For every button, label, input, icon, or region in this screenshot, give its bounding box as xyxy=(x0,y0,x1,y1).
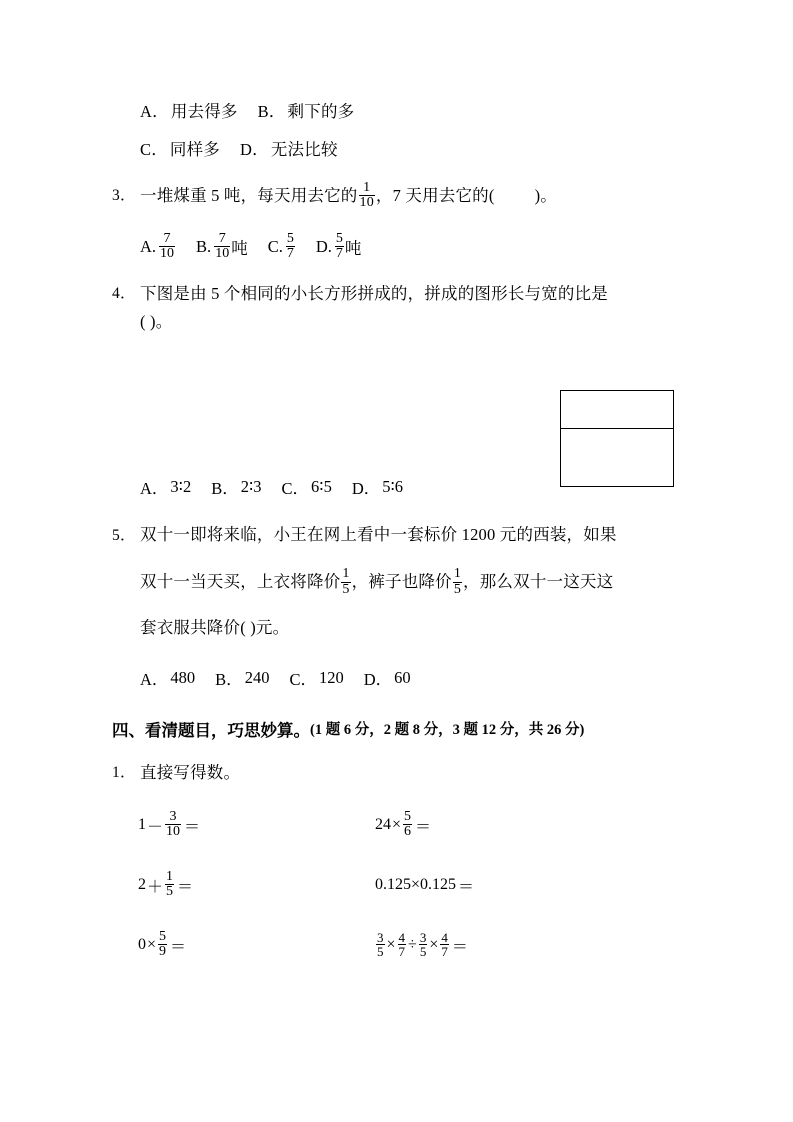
computation-row-3 xyxy=(112,915,682,975)
problem-3-denominator: 5 xyxy=(166,884,174,899)
problem-6-fraction-3-numerator: 3 xyxy=(419,929,427,945)
problem-3-operator: ＋ xyxy=(147,878,164,896)
q5-option-a-label: A． xyxy=(140,670,169,689)
q3-option-a[interactable] xyxy=(140,232,176,262)
q3-option-d[interactable] xyxy=(316,232,362,262)
q3-option-d-fraction xyxy=(335,232,344,262)
question-3-stem xyxy=(112,172,682,220)
q3-option-d-denominator: 7 xyxy=(335,246,343,261)
problem-6-equals: ＝ xyxy=(451,938,468,956)
q5-option-d[interactable] xyxy=(364,666,411,690)
q4-option-d[interactable] xyxy=(352,475,403,499)
q3-option-a-label: A. xyxy=(140,237,157,256)
question-3-stem-text xyxy=(140,181,557,211)
problem-1-lead: 1 xyxy=(138,816,146,833)
q3-option-b-fraction xyxy=(214,232,230,262)
q5-answer-blank[interactable]: 套衣服共降价( )元。 xyxy=(140,617,290,637)
problem-6-fraction-2 xyxy=(398,931,407,959)
q4-option-c-label: C． xyxy=(281,479,310,498)
q5-line-2-part-2: ，裤子也降价 xyxy=(351,572,452,592)
q4-option-a-text: 3∶2 xyxy=(170,477,192,496)
q3-option-d-numerator: 5 xyxy=(335,230,343,246)
q3-option-b-unit: 吨 xyxy=(231,239,248,258)
q3-option-c-label: C. xyxy=(267,237,283,256)
q5-option-c-label: C． xyxy=(289,670,317,689)
question-4-number: 4． xyxy=(112,285,136,303)
computation-problem-4[interactable] xyxy=(375,874,474,897)
q3-option-d-label: D. xyxy=(315,237,332,256)
q4-option-d-text: 5∶6 xyxy=(382,477,404,496)
problem-2-fraction xyxy=(403,810,412,840)
q3-option-c-denominator: 7 xyxy=(286,246,294,261)
question-4-figure xyxy=(560,390,674,487)
problem-3-equals: ＝ xyxy=(177,878,194,896)
q2-option-d-text: 无法比较 xyxy=(270,139,338,159)
worksheet-content xyxy=(112,96,682,975)
q4-option-b-text: 2∶3 xyxy=(240,477,262,496)
problem-6-fraction-2-denominator: 7 xyxy=(398,944,406,959)
problem-2-lead: 24 xyxy=(375,816,391,833)
problem-2-operator: × xyxy=(392,816,402,833)
q5-fraction-1-numerator: 1 xyxy=(342,566,350,582)
problem-4-equals: ＝ xyxy=(458,878,475,896)
problem-6-fraction-3 xyxy=(419,931,428,959)
section-4-title: 四、看清题目，巧思妙算。 xyxy=(112,720,310,740)
q5-option-a[interactable] xyxy=(140,666,195,690)
figure-horizontal-divider xyxy=(560,428,674,429)
problem-6-fraction-1 xyxy=(376,931,385,959)
problem-1-fraction xyxy=(165,810,181,840)
q2-option-d[interactable] xyxy=(240,139,338,159)
problem-6-fraction-1-numerator: 3 xyxy=(377,929,384,945)
q5-line-2-part-3: ，那么双十一这天这 xyxy=(463,572,614,592)
q5-line-2-content xyxy=(140,568,613,598)
computation-row-2 xyxy=(112,855,682,915)
question-5-line-3[interactable] xyxy=(112,606,682,650)
q3-option-a-denominator: 10 xyxy=(160,246,175,261)
computation-problem-6[interactable] xyxy=(375,931,468,959)
q3-option-a-fraction xyxy=(159,232,175,262)
computation-problem-2[interactable] xyxy=(375,810,431,840)
q2-option-a[interactable] xyxy=(140,101,238,121)
question-5-options xyxy=(112,650,682,706)
question-3-options xyxy=(112,220,682,274)
q5-option-d-label: D． xyxy=(363,670,393,689)
q5-fraction-2-denominator: 5 xyxy=(453,581,462,597)
q2-option-b[interactable] xyxy=(257,101,355,121)
figure-outer-rectangle xyxy=(560,390,674,487)
q5-option-c-text: 120 xyxy=(318,668,344,687)
q5-option-d-text: 60 xyxy=(394,668,411,687)
problem-6-fraction-4 xyxy=(440,931,449,959)
q4-option-a[interactable] xyxy=(140,475,191,499)
q2-option-c[interactable] xyxy=(140,139,221,159)
problem-6-fraction-2-numerator: 4 xyxy=(398,929,406,945)
problem-4-expression: 0.125×0.125 xyxy=(375,876,457,893)
section-4-score-note: (1 题 6 分，2 题 8 分，3 题 12 分，共 26 分) xyxy=(310,722,585,738)
q5-option-b-label: B． xyxy=(215,670,243,689)
q4-option-b[interactable] xyxy=(211,475,261,499)
problem-6-fraction-4-numerator: 4 xyxy=(441,929,448,945)
q3-stem-part-1: 一堆煤重 5 吨，每天用去它的 xyxy=(140,185,358,205)
q4-answer-blank[interactable]: ( )。 xyxy=(140,312,173,331)
problem-6-fraction-4-denominator: 7 xyxy=(441,944,448,959)
q5-line-2-part-1: 双十一当天买，上衣将降价 xyxy=(140,572,341,592)
q4-stem-text-1: 下图是由 5 个相同的小长方形拼成的，拼成的图形长与宽的比是 xyxy=(140,283,608,303)
problem-3-fraction xyxy=(165,870,174,900)
problem-1-operator: － xyxy=(147,818,164,836)
problem-6-operator-3: × xyxy=(429,936,439,953)
problem-2-equals: ＝ xyxy=(415,818,432,836)
section-4-heading xyxy=(112,706,682,751)
q3-option-a-numerator: 7 xyxy=(163,230,171,246)
q4-option-c[interactable] xyxy=(282,475,332,499)
q3-option-c-numerator: 5 xyxy=(286,230,294,246)
problem-1-equals: ＝ xyxy=(184,818,201,836)
problem-1-denominator: 10 xyxy=(166,824,181,839)
q2-option-a-label: A． xyxy=(140,101,169,121)
q3-option-b-label: B. xyxy=(196,237,212,256)
task-1-title: 直接写得数。 xyxy=(140,762,241,782)
q5-option-a-text: 480 xyxy=(170,668,196,687)
computation-problem-3[interactable] xyxy=(112,870,375,900)
q4-option-d-label: D． xyxy=(351,479,381,498)
q2-options-line-2 xyxy=(112,128,682,172)
q5-option-c[interactable] xyxy=(289,666,343,690)
computation-problem-1[interactable] xyxy=(112,810,375,840)
problem-3-lead: 2 xyxy=(138,876,146,893)
problem-5-operator: × xyxy=(147,936,157,953)
q2-option-c-label: C． xyxy=(140,139,168,159)
problem-5-fraction xyxy=(158,930,167,960)
q2-option-b-text: 剩下的多 xyxy=(287,101,355,121)
q2-option-c-text: 同样多 xyxy=(169,139,221,159)
question-3-number: 3． xyxy=(112,187,136,205)
q3-option-c[interactable] xyxy=(268,232,296,262)
q2-options-line-1 xyxy=(112,96,682,128)
q3-stem-part-3: )。 xyxy=(534,185,557,205)
q4-option-c-text: 6∶5 xyxy=(311,477,332,496)
question-5-line-2 xyxy=(112,559,682,606)
computation-problem-5[interactable] xyxy=(112,930,375,960)
q3-stem-fraction-denominator: 10 xyxy=(359,195,374,210)
q5-option-b[interactable] xyxy=(215,666,269,690)
problem-2-denominator: 6 xyxy=(404,824,412,839)
q3-stem-fraction-numerator: 1 xyxy=(363,179,371,195)
q5-fraction-1 xyxy=(341,567,350,597)
computation-grid xyxy=(112,795,682,975)
problem-5-lead: 0 xyxy=(138,936,146,953)
q3-option-b-denominator: 10 xyxy=(215,246,230,261)
q5-fraction-1-denominator: 5 xyxy=(342,581,350,597)
q5-fraction-2-numerator: 1 xyxy=(453,566,462,582)
q3-option-b[interactable] xyxy=(196,232,248,262)
problem-1-numerator: 3 xyxy=(169,808,177,824)
q2-option-b-label: B． xyxy=(257,101,286,121)
q5-option-b-text: 240 xyxy=(244,668,270,687)
problem-3-numerator: 1 xyxy=(166,868,174,884)
problem-2-numerator: 5 xyxy=(404,808,412,824)
question-5-number: 5． xyxy=(112,526,136,544)
q3-stem-fraction xyxy=(359,181,375,211)
q2-option-a-text: 用去得多 xyxy=(170,101,238,121)
question-4-stem-line-1 xyxy=(112,274,682,314)
q3-stem-part-2: ，7 天用去它的( xyxy=(375,185,495,205)
q3-option-b-numerator: 7 xyxy=(218,230,226,246)
q2-option-d-label: D． xyxy=(240,139,269,159)
problem-6-fraction-1-denominator: 5 xyxy=(377,944,384,959)
q5-text-line-1: 双十一即将来临，小王在网上看中一套标价 1200 元的西装，如果 xyxy=(140,525,617,545)
problem-6-operator-1: × xyxy=(386,936,396,953)
question-5-line-1 xyxy=(112,512,682,559)
q4-option-b-label: B． xyxy=(211,479,239,498)
problem-6-operator-2: ÷ xyxy=(408,936,417,953)
q4-option-a-label: A． xyxy=(140,479,169,498)
q5-fraction-2 xyxy=(453,567,462,597)
problem-5-numerator: 5 xyxy=(159,928,167,944)
task-1-heading xyxy=(112,751,682,795)
q3-option-c-fraction xyxy=(286,232,295,262)
task-1-number: 1． xyxy=(112,764,136,782)
q3-option-d-unit: 吨 xyxy=(344,239,362,258)
problem-5-denominator: 9 xyxy=(159,944,167,959)
computation-row-1 xyxy=(112,795,682,855)
problem-6-fraction-3-denominator: 5 xyxy=(419,944,427,959)
problem-5-equals: ＝ xyxy=(170,938,187,956)
